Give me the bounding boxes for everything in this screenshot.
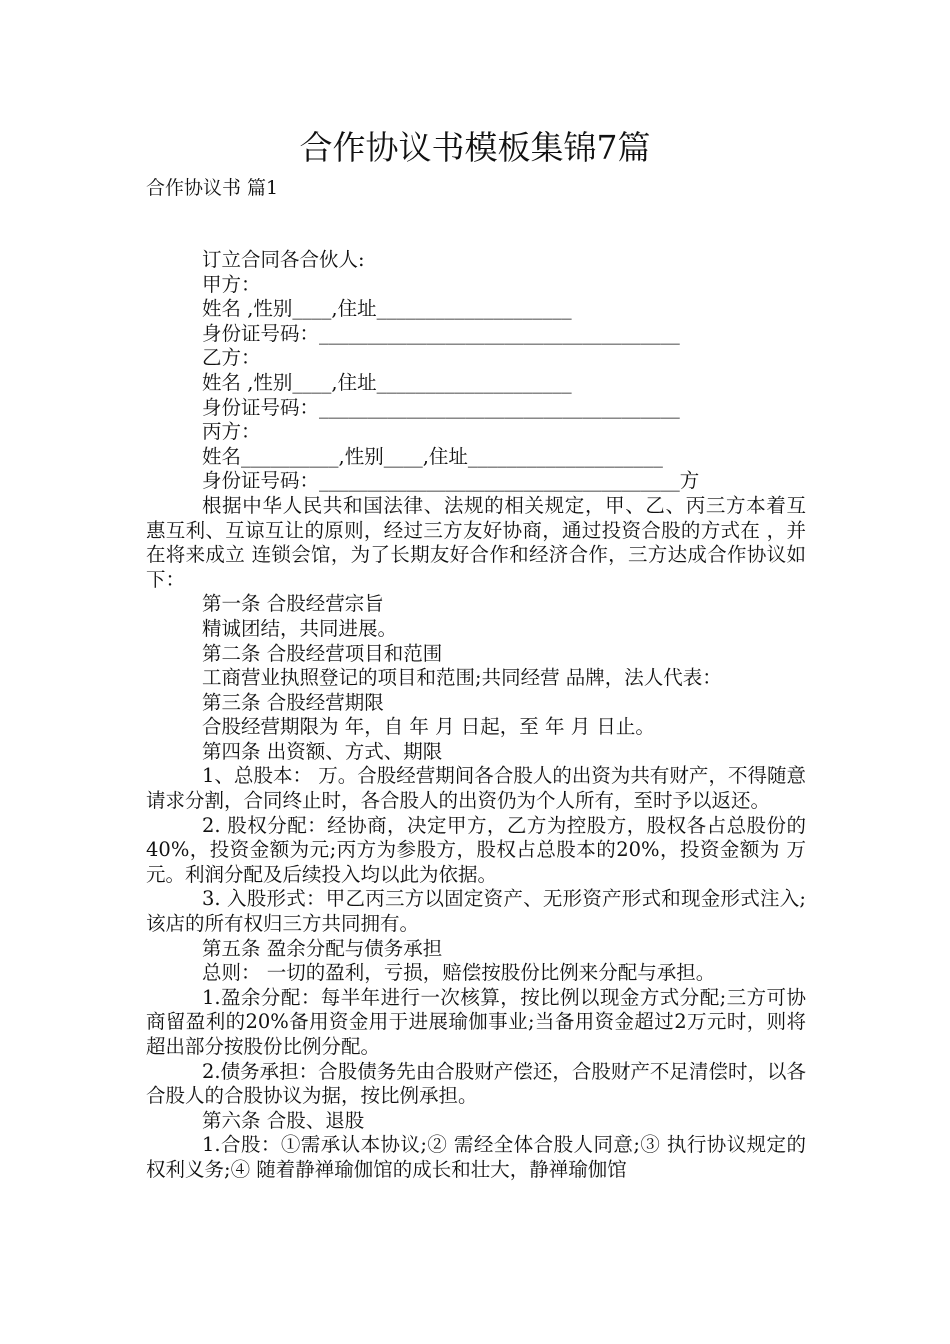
paragraph: 身份证号码：_____________________________________ — [202, 395, 680, 419]
article-heading: 第三条 合股经营期限 — [202, 690, 384, 714]
paragraph: 1.合股：①需承认本协议;② 需经全体合股人同意;③ 执行协议规定的权利义务;④ 随着静禅瑜伽馆的成长和壮大，静禅瑜伽馆 — [146, 1133, 806, 1181]
paragraph: 丙方： — [202, 420, 261, 444]
paragraph: 合股经营期限为 年，自 年 月 日起，至 年 月 日止。 — [202, 715, 655, 739]
paragraph: 1、总股本： 万。合股经营期间各合股人的出资为共有财产，不得随意请求分割，合同终止时，各合股人的出资仍为个人所有，至时予以返还。 — [146, 764, 806, 813]
paragraph: 工商营业执照登记的项目和范围;共同经营 品牌，法人代表： — [202, 666, 722, 690]
paragraph: 1.盈余分配：每半年进行一次核算，按比例以现金方式分配;三方可协商留盈利的20%备用资金用于进展瑜伽事业;当备用资金超过2万元时，则将超出部分按股份比例分配。 — [146, 985, 806, 1058]
paragraph: 身份证号码：_____________________________________方 — [202, 469, 700, 493]
paragraph: 姓名 ,性别____,住址____________________ — [202, 297, 572, 321]
document-body — [146, 248, 806, 1183]
paragraph: 姓名__________,性别____,住址____________________ — [202, 444, 663, 468]
paragraph: 2. 股权分配：经协商，决定甲方，乙方为控股方，股权各占总股份的40%，投资金额为元;丙方为参股方，股权占总股本的20%，投资金额为 万元。利润分配及后续投入均以此为依据。 — [146, 813, 806, 886]
paragraph: 2.债务承担：合股债务先由合股财产偿还，合股财产不足清偿时，以各合股人的合股协议为据，按比例承担。 — [146, 1059, 806, 1108]
article-heading: 第六条 合股、退股 — [202, 1108, 365, 1132]
paragraph: 身份证号码：_____________________________________ — [202, 321, 680, 345]
paragraph: 总则： 一切的盈利，亏损，赔偿按股份比例来分配与承担。 — [202, 961, 716, 985]
paragraph: 甲方： — [202, 272, 261, 296]
article-heading: 第二条 合股经营项目和范围 — [202, 641, 443, 665]
document-subtitle: 合作协议书 篇1 — [146, 177, 279, 199]
paragraph: 根据中华人民共和国法律、法规的相关规定，甲、乙、丙三方本着互惠互利、互谅互让的原则，经过三方友好协商，通过投资合股的方式在 ，并在将来成立 连锁会馆，为了长期友好合作和经济合作，三方达成合作协议如下： — [146, 493, 806, 591]
article-heading: 第五条 盈余分配与债务承担 — [202, 936, 443, 960]
paragraph: 3. 入股形式：甲乙丙三方以固定资产、无形资产形式和现金形式注入;该店的所有权归三方共同拥有。 — [146, 887, 806, 936]
article-heading: 第四条 出资额、方式、期限 — [202, 739, 443, 763]
paragraph: 乙方： — [202, 346, 261, 370]
paragraph: 订立合同各合伙人: — [202, 248, 365, 271]
article-heading: 第一条 合股经营宗旨 — [202, 592, 384, 616]
paragraph: 姓名 ,性别____,住址____________________ — [202, 370, 572, 394]
document-title: 合作协议书模板集锦7篇 — [299, 128, 651, 167]
paragraph: 精诚团结，共同进展。 — [202, 616, 398, 640]
